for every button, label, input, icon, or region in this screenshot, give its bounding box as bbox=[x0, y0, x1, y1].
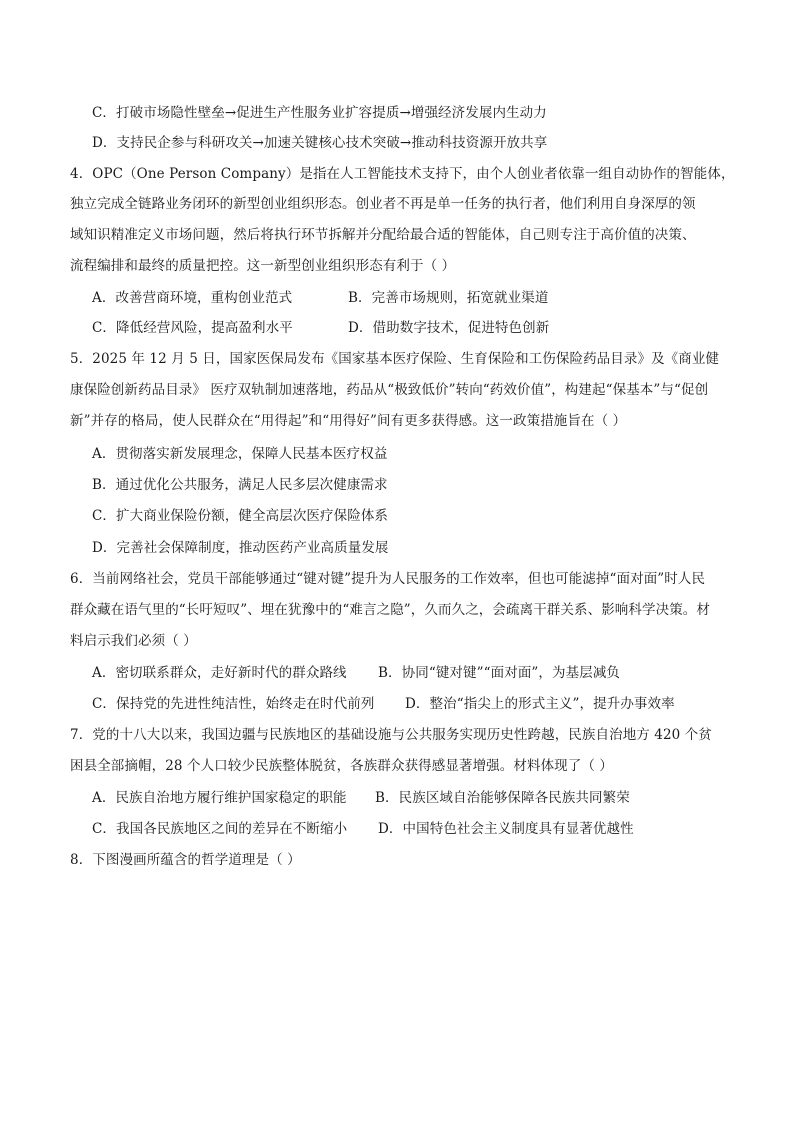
q6-option-d: D．整治“指尖上的形式主义”，提升办事效率 bbox=[405, 696, 675, 712]
q5-option-c: C．扩大商业保险份额，健全高层次医疗保险体系 bbox=[92, 508, 389, 524]
q4-stem-line-4: 流程编排和最终的质量把控。这一新型创业组织形态有利于（ ） bbox=[70, 258, 456, 274]
q6-option-b: B．协同“键对键”“面对面”，为基层减负 bbox=[378, 665, 621, 681]
q3-option-c: C．打破市场隐性壁垒→促进生产性服务业扩容提质→增强经济发展内生动力 bbox=[92, 105, 547, 121]
q7-option-b: B．民族区域自治能够保障各民族共同繁荣 bbox=[375, 790, 630, 806]
q7-option-c: C．我国各民族地区之间的差异在不断缩小 bbox=[92, 821, 348, 837]
q4-option-c: C．降低经营风险，提高盈利水平 bbox=[92, 320, 293, 336]
q4-stem-line-1: 4．OPC（One Person Company）是指在人工智能技术支持下，由个人创业者依靠一组自动协作的智能体， bbox=[70, 166, 735, 182]
q6-stem-line-2: 群众藏在语气里的“长吁短叹”、埋在犹豫中的“难言之隐”，久而久之，会疏离干群关系、影响科学决策。材 bbox=[70, 602, 711, 618]
q4-stem-line-2: 独立完成全链路业务闭环的新型创业组织形态。创业者不再是单一任务的执行者，他们利用自身深厚的领 bbox=[70, 196, 696, 212]
q7-stem-line-1: 7．党的十八大以来，我国边疆与民族地区的基础设施与公共服务实现历史性跨越，民族自治地方 420 个贫 bbox=[70, 727, 712, 743]
q8-stem-line-1: 8．下图漫画所蕴含的哲学道理是（ ） bbox=[70, 852, 301, 868]
q6-stem-line-3: 料启示我们必须（ ） bbox=[70, 633, 197, 649]
q6-option-c: C．保持党的先进性纯洁性，始终走在时代前列 bbox=[92, 696, 375, 712]
q4-option-d: D．借助数字技术，促进特色创新 bbox=[348, 320, 550, 336]
q7-stem-line-2: 困县全部摘帽，28 个人口较少民族整体脱贫，各族群众获得感显著增强。材料体现了（ ） bbox=[70, 758, 613, 774]
q7-option-d: D．中国特色社会主义制度具有显著优越性 bbox=[378, 821, 634, 837]
q5-stem-line-1: 5．2025 年 12 月 5 日，国家医保局发布《国家基本医疗保险、生育保险和工伤保险药品目录》及《商业健 bbox=[70, 351, 720, 367]
q5-stem-line-2: 康保险创新药品目录》 医疗双轨制加速落地，药品从“极致低价”转向“药效价值”，构建起“保基本”与“促创 bbox=[70, 382, 709, 398]
q7-option-a: A．民族自治地方履行维护国家稳定的职能 bbox=[92, 790, 347, 806]
q5-option-b: B．通过优化公共服务，满足人民多层次健康需求 bbox=[92, 477, 388, 493]
q5-option-d: D．完善社会保障制度，推动医药产业高质量发展 bbox=[92, 540, 389, 556]
q5-stem-line-3: 新”并存的格局，使人民群众在“用得起”和“用得好”间有更多获得感。这一政策措施旨在（ ） bbox=[70, 413, 627, 429]
q5-option-a: A．贯彻落实新发展理念，保障人民基本医疗权益 bbox=[92, 446, 388, 462]
q4-stem-line-3: 域知识精准定义市场问题，然后将执行环节拆解并分配给最合适的智能体，自己则专注于高价值的决策、 bbox=[70, 227, 696, 243]
q4-option-a: A．改善营商环境，重构创业范式 bbox=[92, 290, 293, 306]
q4-option-b: B．完善市场规则，拓宽就业渠道 bbox=[348, 290, 549, 306]
q6-stem-line-1: 6．当前网络社会，党员干部能够通过“键对键”提升为人民服务的工作效率，但也可能滤掉“面对面”时人民 bbox=[70, 571, 706, 587]
q3-option-d: D．支持民企参与科研攻关→加速关键核心技术突破→推动科技资源开放共享 bbox=[92, 135, 548, 151]
q6-option-a: A．密切联系群众，走好新时代的群众路线 bbox=[92, 665, 347, 681]
